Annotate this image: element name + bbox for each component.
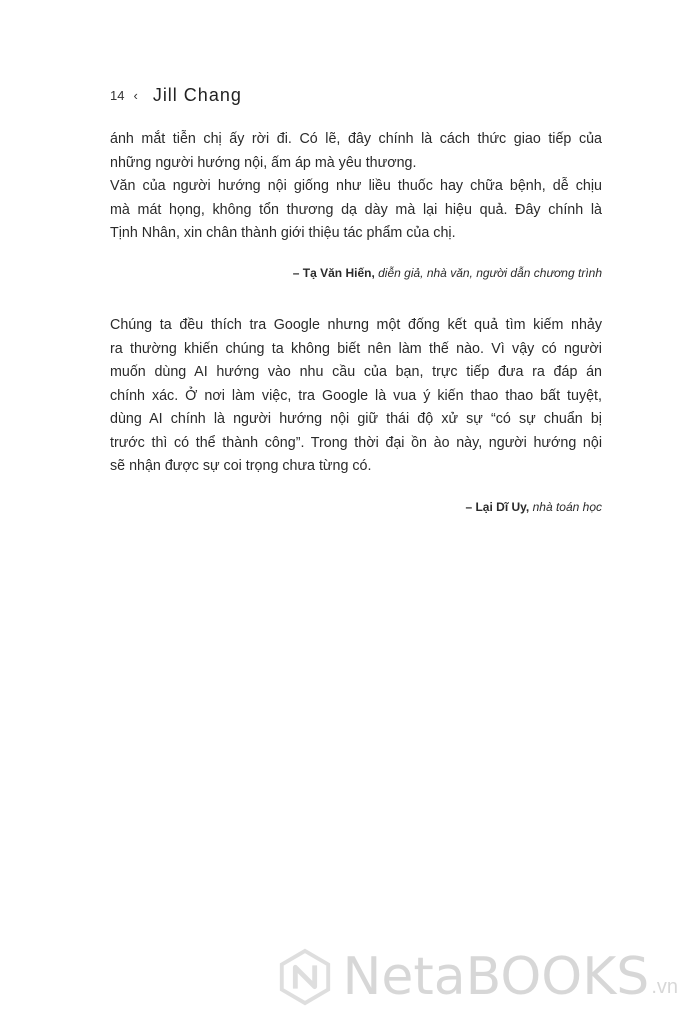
text-line: mà mát họng, không tổn thương dạ dày mà lại hiệu quả. Đây chính là — [110, 201, 602, 218]
text-line: Chúng ta đều thích tra Google nhưng một đống kết quả tìm kiếm nhảy — [110, 317, 602, 333]
attribution-2 — [465, 500, 602, 514]
text-line: Tịnh Nhân, xin chân thành giới thiệu tác phẩm của chị. — [110, 225, 456, 241]
header-separator: ‹ — [133, 87, 138, 103]
running-header — [110, 82, 242, 108]
text-line: những người hướng nội, ấm áp mà yêu thương. — [110, 154, 417, 171]
attribution-role: diễn giả, nhà văn, người dẫn chương trình — [374, 266, 602, 280]
text-line: muốn dùng AI hướng vào nhu cầu của bạn, trực tiếp đưa ra đáp án — [110, 364, 602, 380]
attribution-name: – Tạ Văn Hiến, — [292, 266, 375, 280]
n-hexagon-logo-icon — [276, 948, 334, 1006]
attribution-1 — [293, 266, 602, 280]
text-line: trước thì có thể thành công”. Trong thời đại ồn ào này, người hướng nội — [110, 434, 602, 451]
publisher-watermark — [276, 947, 678, 1007]
page-number: 14 — [110, 87, 125, 103]
attribution-name: – Lại Dĩ Uy, — [465, 500, 530, 514]
paragraph-2 — [110, 314, 602, 479]
text-line: Văn của người hướng nội giống như liều thuốc hay chữa bệnh, dễ chịu — [110, 178, 602, 194]
paragraph-1 — [110, 128, 602, 246]
text-line: ánh mắt tiễn chị ấy rời đi. Có lẽ, đây chính là cách thức giao tiếp của — [110, 131, 602, 147]
running-header-author: Jill Chang — [152, 84, 242, 105]
attribution-role: nhà toán học — [529, 500, 602, 514]
text-line: ra thường khiến chúng ta không biết nên làm thế nào. Vì vậy có người — [110, 340, 602, 357]
text-line: chính xác. Ở nơi làm việc, tra Google là vua ý kiến thao thao bất tuyệt, — [110, 387, 602, 404]
text-line: dùng AI chính là người hướng nội giữ thái độ xử sự “có sự chuẩn bị — [110, 411, 602, 427]
text-line: sẽ nhận được sự coi trọng chưa từng có. — [110, 458, 372, 474]
watermark-suffix: .vn — [651, 975, 678, 998]
watermark-brand: NetaBOOKS — [342, 947, 650, 1007]
